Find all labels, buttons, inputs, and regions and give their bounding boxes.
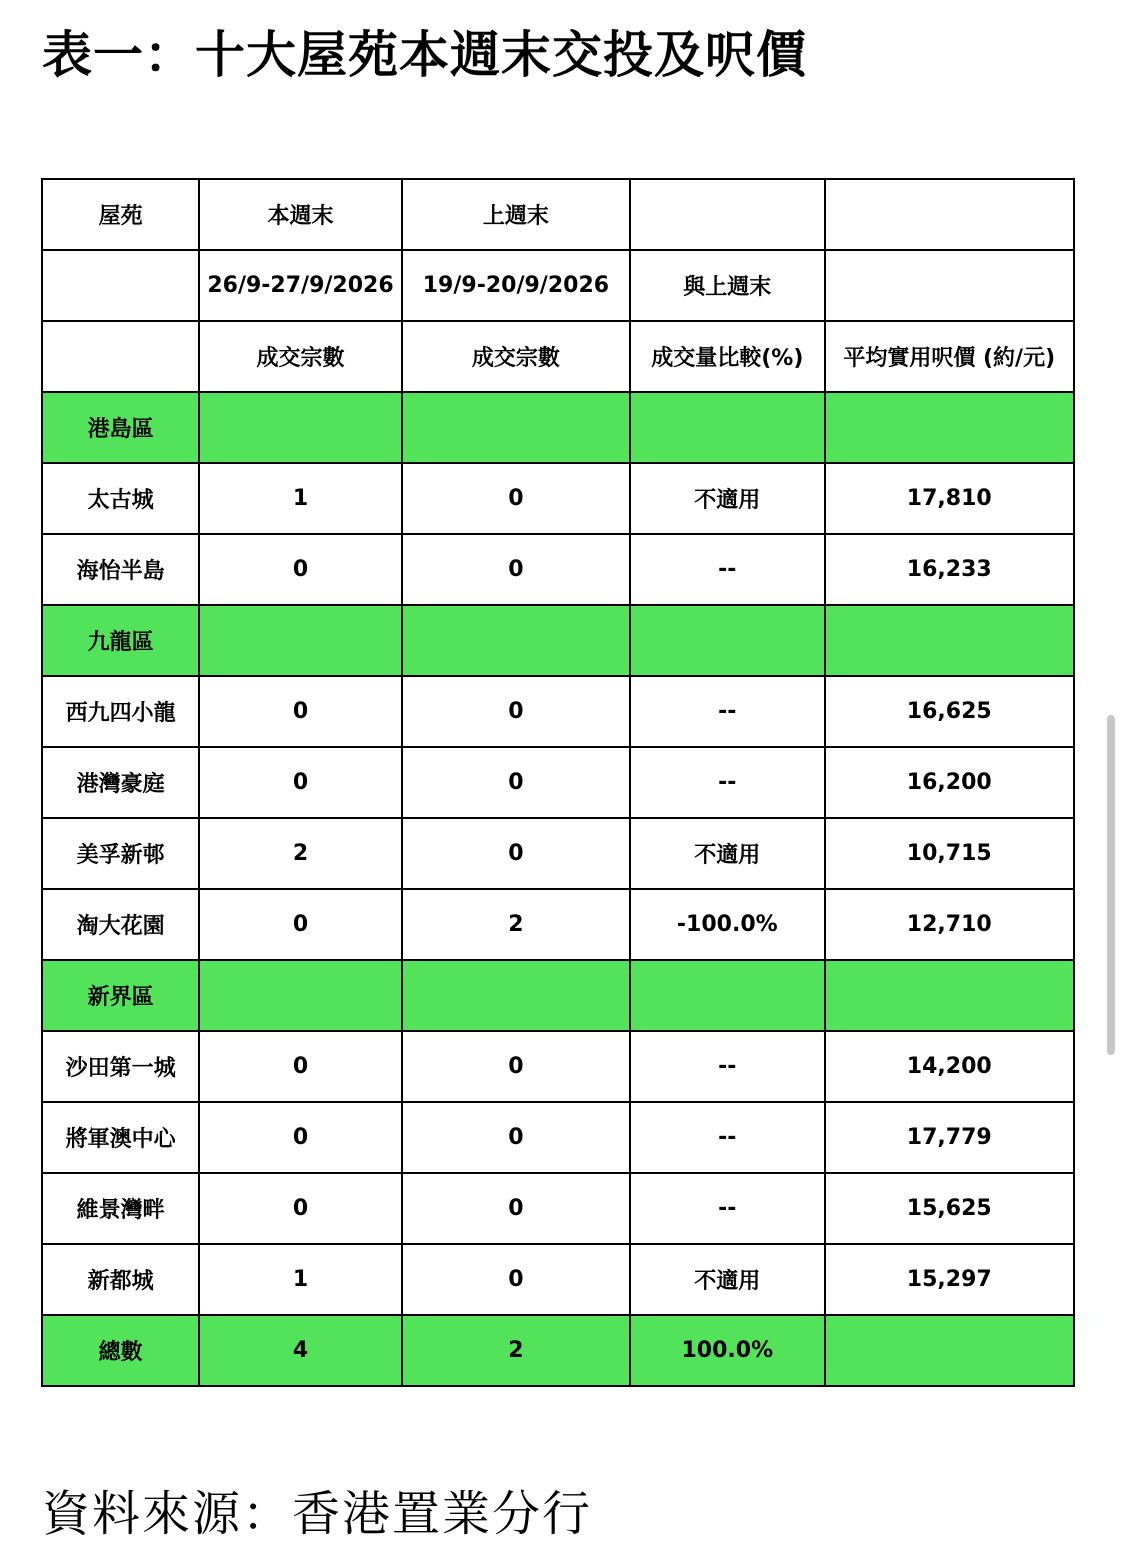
table-row — [42, 1031, 1074, 1102]
last-weekend-cell — [402, 960, 630, 1031]
header-cell: 與上週末 — [630, 250, 824, 321]
last-weekend-cell: 0 — [402, 1173, 630, 1244]
region-row — [42, 960, 1074, 1031]
table-header-row — [42, 179, 1074, 250]
avg-price-cell: 16,233 — [825, 534, 1075, 605]
change-cell: -- — [630, 676, 824, 747]
change-cell — [630, 392, 824, 463]
avg-price-cell — [825, 960, 1075, 1031]
change-cell: 不適用 — [630, 818, 824, 889]
last-weekend-cell: 0 — [402, 818, 630, 889]
estate-cell: 新界區 — [42, 960, 199, 1031]
avg-price-cell: 17,779 — [825, 1102, 1075, 1173]
header-cell: 成交宗數 — [199, 321, 401, 392]
last-weekend-cell: 0 — [402, 1102, 630, 1173]
this-weekend-cell: 4 — [199, 1315, 401, 1386]
header-cell — [825, 250, 1075, 321]
change-cell — [630, 605, 824, 676]
change-cell: -- — [630, 1031, 824, 1102]
table-header-row — [42, 321, 1074, 392]
last-weekend-cell — [402, 392, 630, 463]
this-weekend-cell — [199, 605, 401, 676]
this-weekend-cell: 2 — [199, 818, 401, 889]
header-cell: 成交宗數 — [402, 321, 630, 392]
change-cell: -- — [630, 1173, 824, 1244]
avg-price-cell: 12,710 — [825, 889, 1075, 960]
header-cell — [42, 250, 199, 321]
estate-cell: 港島區 — [42, 392, 199, 463]
region-row — [42, 392, 1074, 463]
estate-transactions-table — [41, 178, 1075, 1387]
total-row — [42, 1315, 1074, 1386]
header-cell: 平均實用呎價 (約/元) — [825, 321, 1075, 392]
last-weekend-cell: 0 — [402, 1031, 630, 1102]
table-container — [41, 178, 1075, 1387]
estate-cell: 新都城 — [42, 1244, 199, 1315]
scrollbar[interactable] — [1107, 715, 1115, 1055]
header-cell: 屋苑 — [42, 179, 199, 250]
header-cell: 成交量比較(%) — [630, 321, 824, 392]
last-weekend-cell: 2 — [402, 1315, 630, 1386]
source-note: 資料來源：香港置業分行 — [42, 1486, 593, 1542]
this-weekend-cell: 0 — [199, 1031, 401, 1102]
this-weekend-cell: 1 — [199, 1244, 401, 1315]
last-weekend-cell: 0 — [402, 676, 630, 747]
table-row — [42, 1102, 1074, 1173]
header-cell — [42, 321, 199, 392]
avg-price-cell: 14,200 — [825, 1031, 1075, 1102]
last-weekend-cell: 0 — [402, 747, 630, 818]
last-weekend-cell: 0 — [402, 1244, 630, 1315]
header-cell: 上週末 — [402, 179, 630, 250]
header-cell: 本週末 — [199, 179, 401, 250]
change-cell: -- — [630, 1102, 824, 1173]
this-weekend-cell: 0 — [199, 1173, 401, 1244]
this-weekend-cell: 0 — [199, 676, 401, 747]
table-row — [42, 889, 1074, 960]
table-row — [42, 818, 1074, 889]
avg-price-cell: 10,715 — [825, 818, 1075, 889]
estate-cell: 美孚新邨 — [42, 818, 199, 889]
header-cell: 19/9-20/9/2026 — [402, 250, 630, 321]
estate-cell: 港灣豪庭 — [42, 747, 199, 818]
estate-cell: 九龍區 — [42, 605, 199, 676]
region-row — [42, 605, 1074, 676]
avg-price-cell — [825, 605, 1075, 676]
avg-price-cell: 16,625 — [825, 676, 1075, 747]
last-weekend-cell — [402, 605, 630, 676]
header-cell: 26/9-27/9/2026 — [199, 250, 401, 321]
estate-cell: 將軍澳中心 — [42, 1102, 199, 1173]
table-row — [42, 463, 1074, 534]
this-weekend-cell — [199, 392, 401, 463]
last-weekend-cell: 0 — [402, 463, 630, 534]
change-cell: 100.0% — [630, 1315, 824, 1386]
change-cell: -- — [630, 747, 824, 818]
page-title: 表一：十大屋苑本週末交投及呎價 — [42, 26, 807, 84]
this-weekend-cell: 0 — [199, 747, 401, 818]
estate-cell: 太古城 — [42, 463, 199, 534]
this-weekend-cell: 0 — [199, 1102, 401, 1173]
table-header-row — [42, 250, 1074, 321]
header-cell — [825, 179, 1075, 250]
this-weekend-cell: 1 — [199, 463, 401, 534]
this-weekend-cell: 0 — [199, 534, 401, 605]
estate-cell: 維景灣畔 — [42, 1173, 199, 1244]
table-row — [42, 1244, 1074, 1315]
change-cell: -100.0% — [630, 889, 824, 960]
avg-price-cell: 15,297 — [825, 1244, 1075, 1315]
avg-price-cell: 15,625 — [825, 1173, 1075, 1244]
last-weekend-cell: 0 — [402, 534, 630, 605]
table-row — [42, 747, 1074, 818]
table-row — [42, 676, 1074, 747]
change-cell: 不適用 — [630, 1244, 824, 1315]
change-cell: 不適用 — [630, 463, 824, 534]
change-cell — [630, 960, 824, 1031]
avg-price-cell: 17,810 — [825, 463, 1075, 534]
header-cell — [630, 179, 824, 250]
estate-cell: 海怡半島 — [42, 534, 199, 605]
avg-price-cell: 16,200 — [825, 747, 1075, 818]
estate-cell: 淘大花園 — [42, 889, 199, 960]
avg-price-cell — [825, 1315, 1075, 1386]
estate-cell: 沙田第一城 — [42, 1031, 199, 1102]
change-cell: -- — [630, 534, 824, 605]
table-row — [42, 1173, 1074, 1244]
table-row — [42, 534, 1074, 605]
last-weekend-cell: 2 — [402, 889, 630, 960]
estate-cell: 西九四小龍 — [42, 676, 199, 747]
this-weekend-cell — [199, 960, 401, 1031]
this-weekend-cell: 0 — [199, 889, 401, 960]
avg-price-cell — [825, 392, 1075, 463]
estate-cell: 總數 — [42, 1315, 199, 1386]
